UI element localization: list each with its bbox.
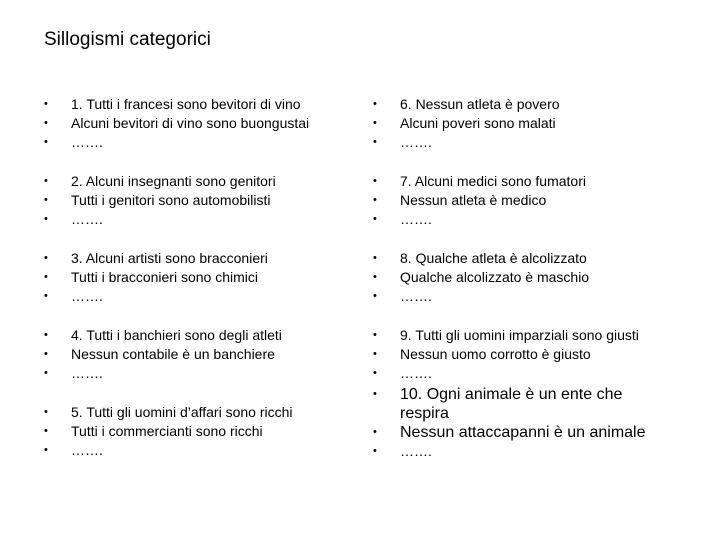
syllogism-premise-major: 7. Alcuni medici sono fumatori — [400, 173, 586, 189]
syllogism-conclusion: ……. — [71, 134, 103, 150]
bullet-icon: • — [44, 290, 48, 302]
bullet-icon: • — [44, 194, 48, 206]
syllogism-conclusion: ……. — [71, 211, 103, 227]
syllogism-conclusion: ……. — [400, 134, 432, 150]
syllogism-premise-minor: Alcuni bevitori di vino sono buongustai — [71, 115, 310, 131]
bullet-icon: • — [373, 194, 377, 206]
syllogism-conclusion: ……. — [400, 288, 432, 304]
bullet-icon: • — [373, 117, 377, 129]
syllogism-8 — [373, 249, 589, 306]
syllogism-premise-major: 4. Tutti i banchieri sono degli atleti — [71, 327, 282, 343]
page-title: Sillogismi categorici — [44, 29, 211, 50]
syllogism-3 — [44, 249, 268, 306]
syllogism-premise-major: 2. Alcuni insegnanti sono genitori — [71, 173, 276, 189]
bullet-icon: • — [44, 406, 48, 418]
syllogism-premise-minor: Nessun attaccapanni è un animale — [400, 424, 646, 441]
bullet-icon: • — [373, 329, 377, 341]
syllogism-6 — [373, 95, 560, 152]
syllogism-premise-minor: Alcuni poveri sono malati — [400, 115, 556, 131]
syllogism-9 — [373, 326, 639, 383]
syllogism-4 — [44, 326, 282, 383]
bullet-icon: • — [44, 425, 48, 437]
bullet-icon: • — [373, 175, 377, 187]
bullet-icon: • — [44, 213, 48, 225]
syllogism-conclusion: ……. — [71, 442, 103, 458]
bullet-icon: • — [373, 213, 377, 225]
bullet-icon: • — [373, 98, 377, 110]
syllogism-2 — [44, 172, 276, 229]
syllogism-premise-minor: Nessun atleta è medico — [400, 192, 547, 208]
bullet-icon: • — [373, 426, 377, 438]
bullet-icon: • — [44, 98, 48, 110]
bullet-icon: • — [44, 175, 48, 187]
syllogism-premise-major-continued: respira — [400, 405, 449, 422]
syllogism-premise-major: 5. Tutti gli uomini d’affari sono ricchi — [71, 404, 293, 420]
bullet-icon: • — [373, 290, 377, 302]
syllogism-premise-major: 6. Nessun atleta è povero — [400, 96, 560, 112]
syllogism-conclusion: ……. — [71, 365, 103, 381]
bullet-icon: • — [44, 117, 48, 129]
syllogism-premise-major: 8. Qualche atleta è alcolizzato — [400, 250, 587, 266]
syllogism-premise-major: 3. Alcuni artisti sono bracconieri — [71, 250, 268, 266]
bullet-icon: • — [44, 252, 48, 264]
bullet-icon: • — [44, 348, 48, 360]
syllogism-premise-minor: Nessun contabile è un banchiere — [71, 346, 275, 362]
bullet-icon: • — [373, 388, 377, 400]
bullet-icon: • — [373, 136, 377, 148]
bullet-icon: • — [373, 252, 377, 264]
syllogism-5 — [44, 403, 293, 460]
syllogism-premise-minor: Qualche alcolizzato è maschio — [400, 269, 590, 285]
bullet-icon: • — [373, 271, 377, 283]
syllogism-conclusion: ……. — [400, 365, 432, 381]
bullet-icon: • — [373, 445, 377, 457]
syllogism-conclusion: ……. — [400, 211, 432, 227]
bullet-icon: • — [44, 367, 48, 379]
syllogism-premise-minor: Tutti i bracconieri sono chimici — [71, 269, 258, 285]
syllogism-premise-minor: Nessun uomo corrotto è giusto — [400, 346, 591, 362]
bullet-icon: • — [44, 329, 48, 341]
syllogism-premise-major: 10. Ogni animale è un ente che — [400, 386, 623, 403]
syllogism-premise-minor: Tutti i commercianti sono ricchi — [71, 423, 263, 439]
bullet-icon: • — [373, 348, 377, 360]
syllogism-7 — [373, 172, 586, 229]
syllogism-premise-major: 1. Tutti i francesi sono bevitori di vino — [71, 96, 301, 112]
bullet-icon: • — [44, 136, 48, 148]
bullet-icon: • — [373, 367, 377, 379]
syllogism-premise-major: 9. Tutti gli uomini imparziali sono giusti — [400, 327, 639, 343]
syllogism-conclusion: ……. — [71, 288, 103, 304]
bullet-icon: • — [44, 444, 48, 456]
syllogism-1 — [44, 95, 309, 152]
syllogism-10 — [373, 385, 646, 461]
bullet-icon: • — [44, 271, 48, 283]
syllogism-premise-minor: Tutti i genitori sono automobilisti — [71, 192, 271, 208]
syllogism-conclusion: ……. — [400, 443, 432, 459]
